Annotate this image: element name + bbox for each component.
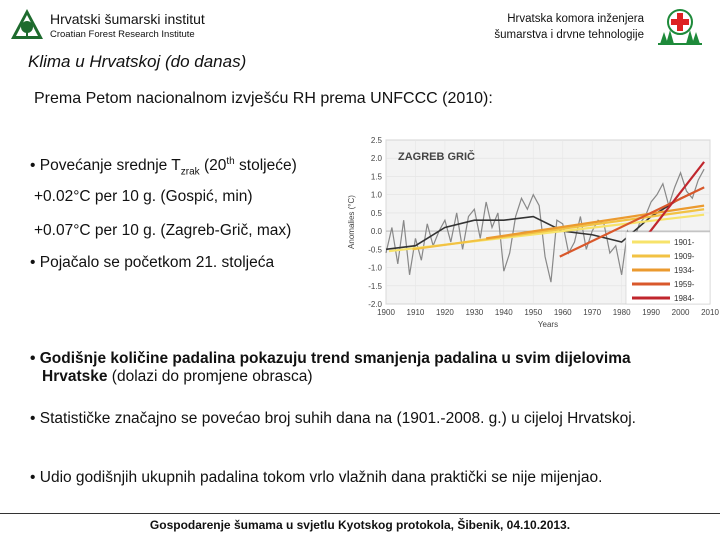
bullet1-superscript: th: [226, 156, 235, 167]
institute-name: Hrvatski šumarski institut: [50, 11, 205, 27]
bullet5-normal-text: (dolazi do promjene obrasca): [107, 368, 313, 385]
footer-text: Gospodarenje šumama u svjetlu Kyotskog protokola, Šibenik, 04.10.2013.: [149, 518, 571, 532]
bullet-intensified: [30, 254, 274, 272]
bullet1-text-post: stoljeće): [234, 157, 297, 175]
x-tick-label: 1930: [465, 308, 484, 317]
bullet-temperature-increase: [30, 153, 297, 181]
y-axis-label: Anomalies (°C): [347, 195, 356, 249]
tree-triangle-logo-icon: [10, 8, 44, 40]
bullet-dry-days: [30, 410, 690, 428]
chamber-name-line1: Hrvatska komora inženjera: [507, 13, 644, 25]
x-tick-label: 1950: [524, 308, 543, 317]
bullet-marker: •: [30, 254, 36, 271]
bullet-marker: •: [30, 410, 36, 427]
bullet5-bold-text: Godišnje količine padalina pokazuju trend smanjenja padalina u svim dijelovima Hrvatske: [39, 350, 631, 385]
y-tick-label: 1.0: [370, 190, 382, 200]
x-tick-label: 2010: [701, 308, 719, 317]
y-tick-label: 0.0: [370, 227, 382, 237]
x-tick-label: 1990: [642, 308, 660, 317]
y-tick-label: 2.5: [370, 136, 382, 145]
x-tick-label: 1970: [583, 308, 602, 317]
bullet-wet-days: [30, 469, 710, 487]
bullet7-text: Udio godišnjih ukupnih padalina tokom vrlo vlažnih dana praktički se nije mijenjao.: [39, 469, 603, 486]
slide-title: Klima u Hrvatskoj (do danas): [28, 52, 247, 71]
legend-label: 1934-: [674, 266, 695, 275]
x-tick-label: 1910: [406, 308, 425, 317]
x-axis-label: Years: [537, 320, 559, 329]
y-tick-label: -2.0: [368, 300, 382, 309]
bullet4-text: Pojačalo se početkom 21. stoljeća: [39, 254, 275, 271]
x-tick-label: 2000: [671, 308, 690, 317]
gospic-trend-text: +0.02°C per 10 g. (Gospić, min): [34, 188, 253, 205]
x-tick-label: 1940: [494, 308, 513, 317]
bullet-precipitation-trend: [30, 350, 690, 386]
bullet-marker: •: [30, 350, 36, 367]
y-tick-label: -1.5: [368, 281, 382, 291]
x-tick-label: 1980: [612, 308, 631, 317]
bullet6-text: Statističke značajno se povećao broj suhih dana na (1901.-2008. g.) u cijeloj Hrvatskoj.: [39, 410, 636, 427]
intro-text: Prema Petom nacionalnom izvješću RH prema UNFCCC (2010):: [34, 90, 493, 107]
y-tick-label: 0.5: [370, 208, 382, 218]
y-tick-label: 1.5: [370, 172, 382, 182]
chamber-name-line2: šumarstva i drvne tehnologije: [494, 29, 644, 41]
forest-cross-logo-icon: [656, 6, 704, 46]
chart-title: ZAGREB GRIČ: [398, 151, 475, 163]
x-tick-label: 1920: [436, 308, 454, 317]
bullet1-subscript: zrak: [180, 166, 200, 178]
legend-label: 1901-: [674, 238, 695, 247]
temperature-anomaly-chart: [340, 132, 719, 332]
footer-divider: [0, 513, 720, 514]
y-tick-label: -1.0: [368, 263, 382, 273]
y-tick-label: 2.0: [370, 154, 382, 164]
x-tick-label: 1900: [377, 308, 395, 317]
x-tick-label: 1960: [553, 308, 572, 317]
legend-label: 1909-: [674, 252, 695, 261]
bullet-marker: •: [30, 157, 36, 175]
legend-label: 1959-: [674, 280, 695, 289]
institute-subtitle: Croatian Forest Research Institute: [50, 29, 195, 40]
y-tick-label: -0.5: [368, 245, 382, 255]
legend-label: 1984-: [674, 294, 695, 303]
bullet-marker: •: [30, 469, 36, 486]
bullet1-text-mid: (20: [199, 157, 227, 175]
zagreb-trend-text: +0.07°C per 10 g. (Zagreb-Grič, max): [34, 222, 292, 239]
bullet1-text-pre: Povećanje srednje T: [39, 157, 181, 175]
